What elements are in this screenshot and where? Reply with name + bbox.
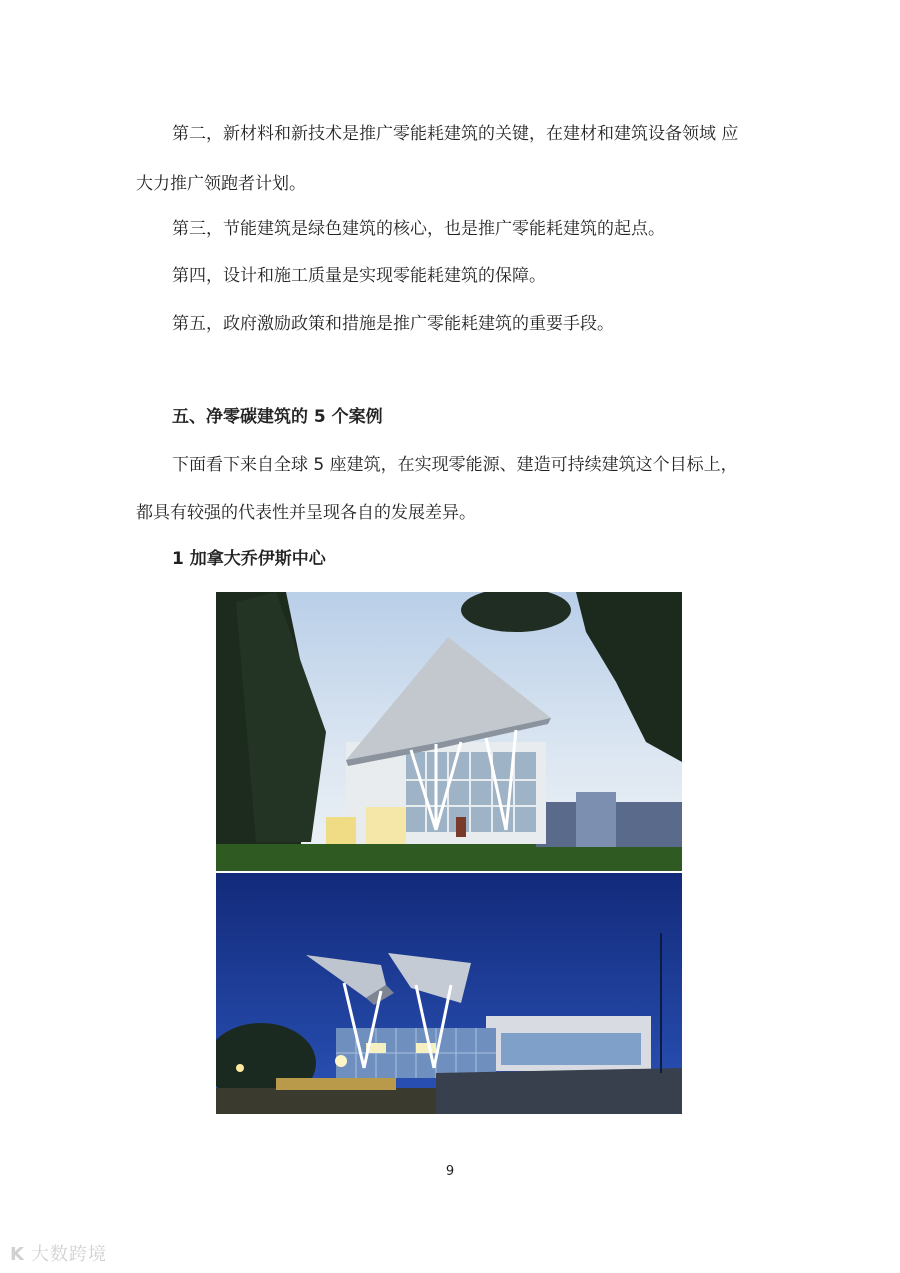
case-title: 1 加拿大乔伊斯中心 (172, 549, 326, 569)
paragraph-fifth: 第五，政府激励政策和措施是推广零能耗建筑的重要手段。 (172, 314, 614, 334)
section-heading: 五、净零碳建筑的 5 个案例 (172, 407, 383, 427)
paragraph-fourth: 第四，设计和施工质量是实现零能耗建筑的保障。 (172, 266, 546, 286)
paragraph-third: 第三，节能建筑是绿色建筑的核心，也是推广零能耗建筑的起点。 (172, 219, 665, 239)
paragraph-second-line1: 第二，新材料和新技术是推广零能耗建筑的关键，在建材和建筑设备领域 应 (172, 124, 739, 144)
watermark-text: 大数跨境 (30, 1244, 107, 1265)
paragraph-second-line2: 大力推广领跑者计划。 (136, 174, 306, 194)
watermark (10, 1240, 107, 1266)
page-number: 9 (445, 1164, 455, 1179)
section-intro-line2: 都具有较强的代表性并呈现各自的发展差异。 (136, 503, 476, 523)
building-photo-day (216, 592, 682, 871)
watermark-logo-icon: K (10, 1244, 25, 1265)
building-photo-night (216, 873, 682, 1114)
section-intro-line1: 下面看下来自全球 5 座建筑，在实现零能源、建造可持续建筑这个目标上， (172, 455, 738, 475)
